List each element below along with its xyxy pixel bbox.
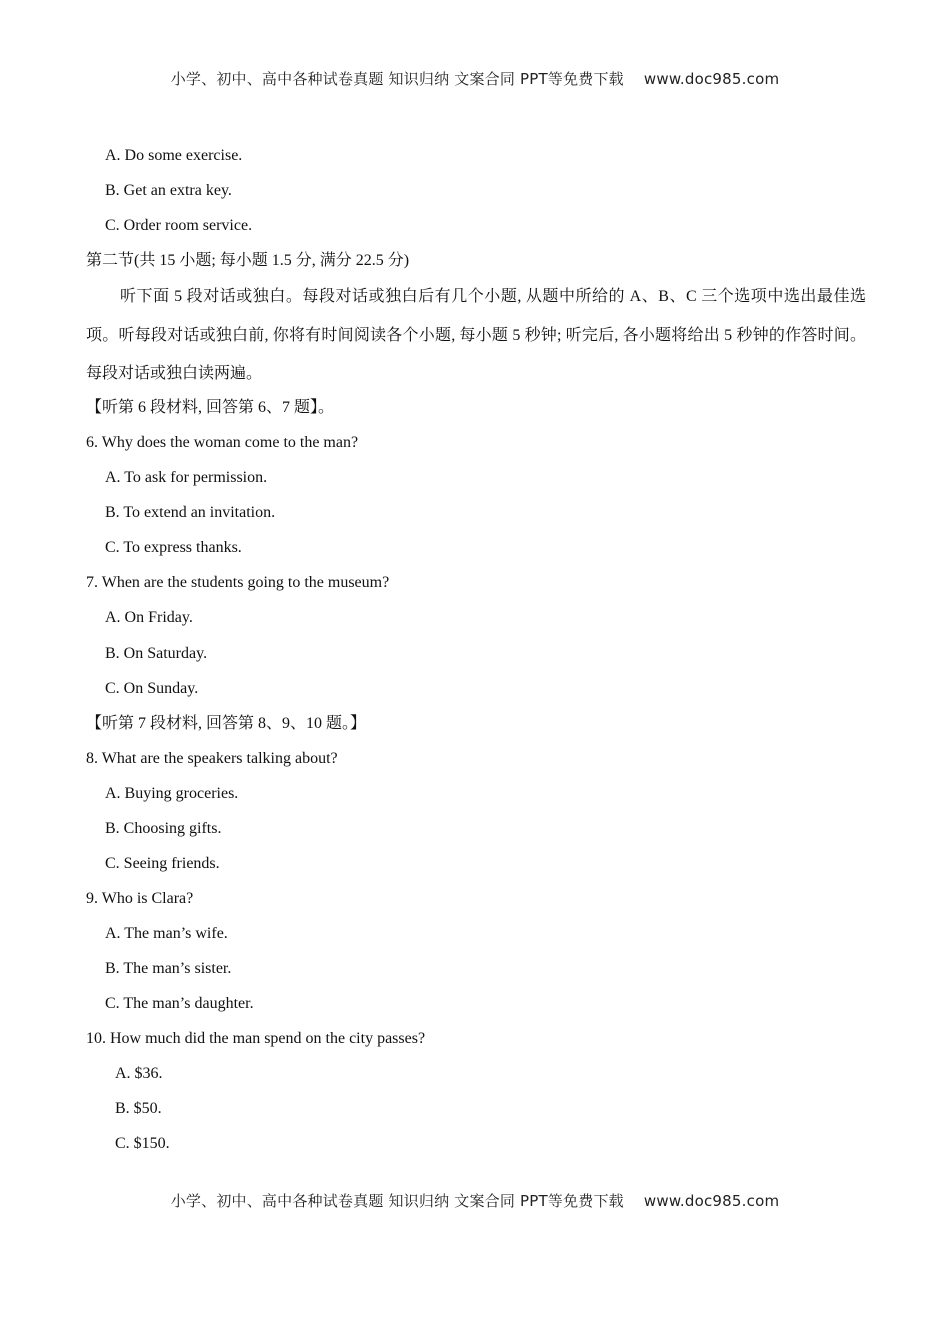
group-label-8-10: 【听第 7 段材料, 回答第 8、9、10 题。】 [86, 715, 367, 732]
footer-text: 小学、初中、高中各种试卷真题 知识归纳 文案合同 PPT等免费下载 [170, 1192, 624, 1210]
prev-option-a: A. Do some exercise. [105, 147, 243, 164]
page-footer [0, 1190, 950, 1211]
question-10-option-b: B. $50. [115, 1100, 162, 1117]
question-10-option-a: A. $36. [115, 1065, 163, 1082]
section-instructions: 听下面 5 段对话或独白。每段对话或独白后有几个小题, 从题中所给的 A、B、C 三个选项中选出最佳选项。听每段对话或独白前, 你将有时间阅读各个小题, 每小题 5 秒钟; 听完后, 各小题将给出 5 秒钟的作答时间。每段对话或独白读两遍。 [86, 288, 866, 382]
prev-option-b: B. Get an extra key. [105, 182, 232, 199]
question-9: 9. Who is Clara? [86, 890, 194, 907]
prev-option-c: C. Order room service. [105, 217, 253, 234]
question-10: 10. How much did the man spend on the city passes? [86, 1030, 426, 1047]
question-9-option-c: C. The man’s daughter. [105, 995, 254, 1012]
group-label-6-7: 【听第 6 段材料, 回答第 6、7 题】。 [86, 399, 335, 416]
question-7-option-a: A. On Friday. [105, 609, 193, 626]
question-8-option-a: A. Buying groceries. [105, 785, 239, 802]
footer-site-link[interactable]: www.doc985.com [643, 1192, 780, 1210]
question-9-option-b: B. The man’s sister. [105, 960, 232, 977]
question-8-option-c: C. Seeing friends. [105, 855, 220, 872]
header-text: 小学、初中、高中各种试卷真题 知识归纳 文案合同 PPT等免费下载 [170, 70, 624, 88]
question-7: 7. When are the students going to the museum? [86, 574, 390, 591]
question-6-option-c: C. To express thanks. [105, 539, 242, 556]
section-title: 第二节(共 15 小题; 每小题 1.5 分, 满分 22.5 分) [86, 252, 410, 269]
question-6: 6. Why does the woman come to the man? [86, 434, 359, 451]
question-10-option-c: C. $150. [115, 1135, 170, 1152]
page-header [0, 68, 950, 89]
question-8: 8. What are the speakers talking about? [86, 750, 338, 767]
question-6-option-b: B. To extend an invitation. [105, 504, 276, 521]
question-7-option-c: C. On Sunday. [105, 680, 199, 697]
question-7-option-b: B. On Saturday. [105, 645, 208, 662]
question-9-option-a: A. The man’s wife. [105, 925, 228, 942]
header-site-link[interactable]: www.doc985.com [643, 70, 780, 88]
question-6-option-a: A. To ask for permission. [105, 469, 268, 486]
question-8-option-b: B. Choosing gifts. [105, 820, 222, 837]
